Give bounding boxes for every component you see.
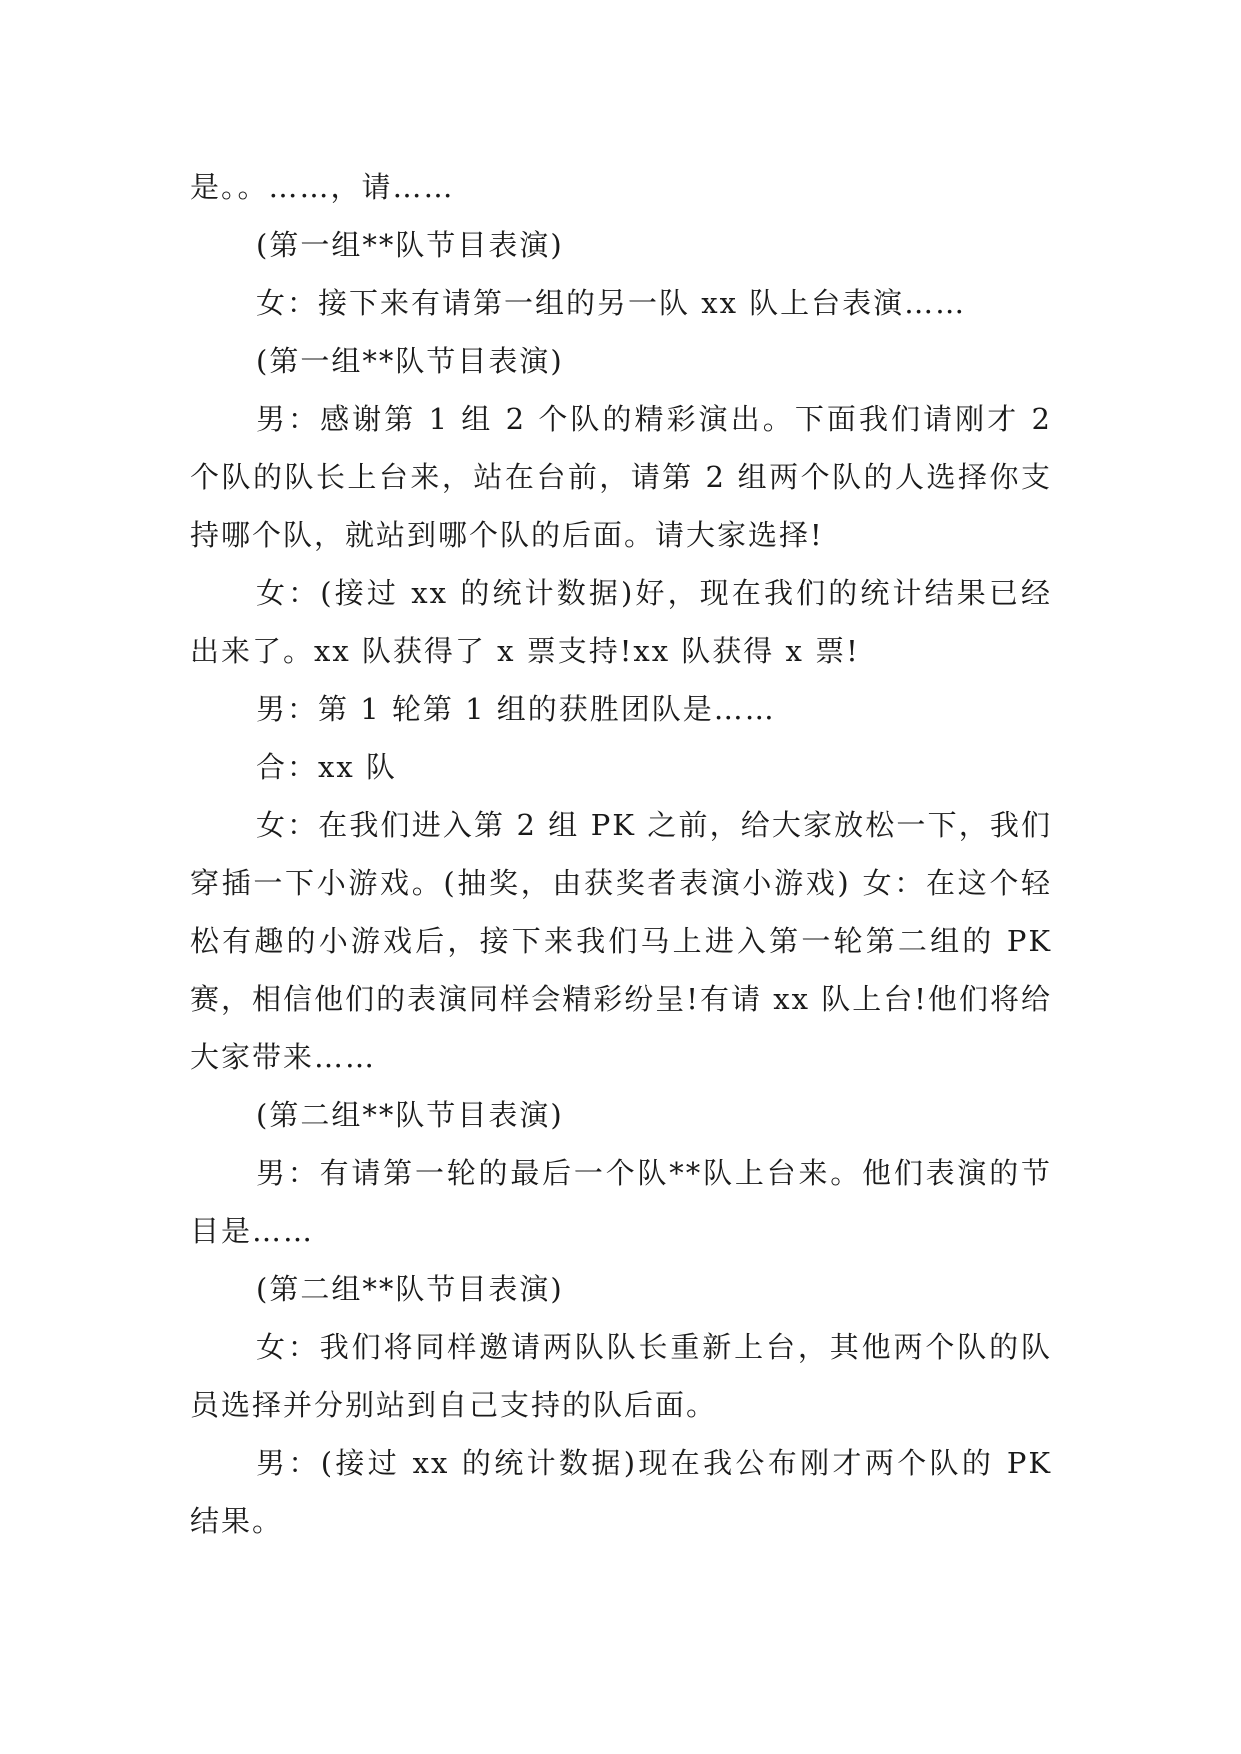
paragraph-6: 女：(接过 xx 的统计数据)好，现在我们的统计结果已经出来了。xx 队获得了 x 票支持!xx 队获得 x 票! [190,576,1052,668]
paragraph-10: (第二组**队节目表演) [256,1098,564,1132]
paragraph-9: 女：在我们进入第 2 组 PK 之前，给大家放松一下，我们穿插一下小游戏。(抽奖，由获奖者表演小游戏) 女：在这个轻松有趣的小游戏后，接下来我们马上进入第一轮第二组的 PK 赛，相信他们的表演同样会精彩纷呈!有请 xx 队上台!他们将给大家带来…… [190,808,1052,1074]
paragraph-12: (第二组**队节目表演) [256,1272,564,1306]
paragraph-7: 男：第 1 轮第 1 组的获胜团队是…… [256,692,776,726]
paragraph-13: 女：我们将同样邀请两队队长重新上台，其他两个队的队员选择并分别站到自己支持的队后面。 [190,1330,1052,1422]
paragraph-14: 男：(接过 xx 的统计数据)现在我公布刚才两个队的 PK 结果。 [190,1446,1052,1538]
paragraph-5: 男：感谢第 1 组 2 个队的精彩演出。下面我们请刚才 2 个队的队长上台来，站在台前，请第 2 组两个队的人选择你支持哪个队，就站到哪个队的后面。请大家选择! [190,402,1052,552]
paragraph-8: 合：xx 队 [256,750,397,784]
paragraph-11: 男：有请第一轮的最后一个队**队上台来。他们表演的节目是…… [190,1156,1052,1248]
paragraph-3: 女：接下来有请第一组的另一队 xx 队上台表演…… [256,286,967,320]
paragraph-2: (第一组**队节目表演) [256,228,564,262]
document-body [190,158,1052,1550]
paragraph-1: 是。。……，请…… [190,170,455,204]
paragraph-4: (第一组**队节目表演) [256,344,564,378]
